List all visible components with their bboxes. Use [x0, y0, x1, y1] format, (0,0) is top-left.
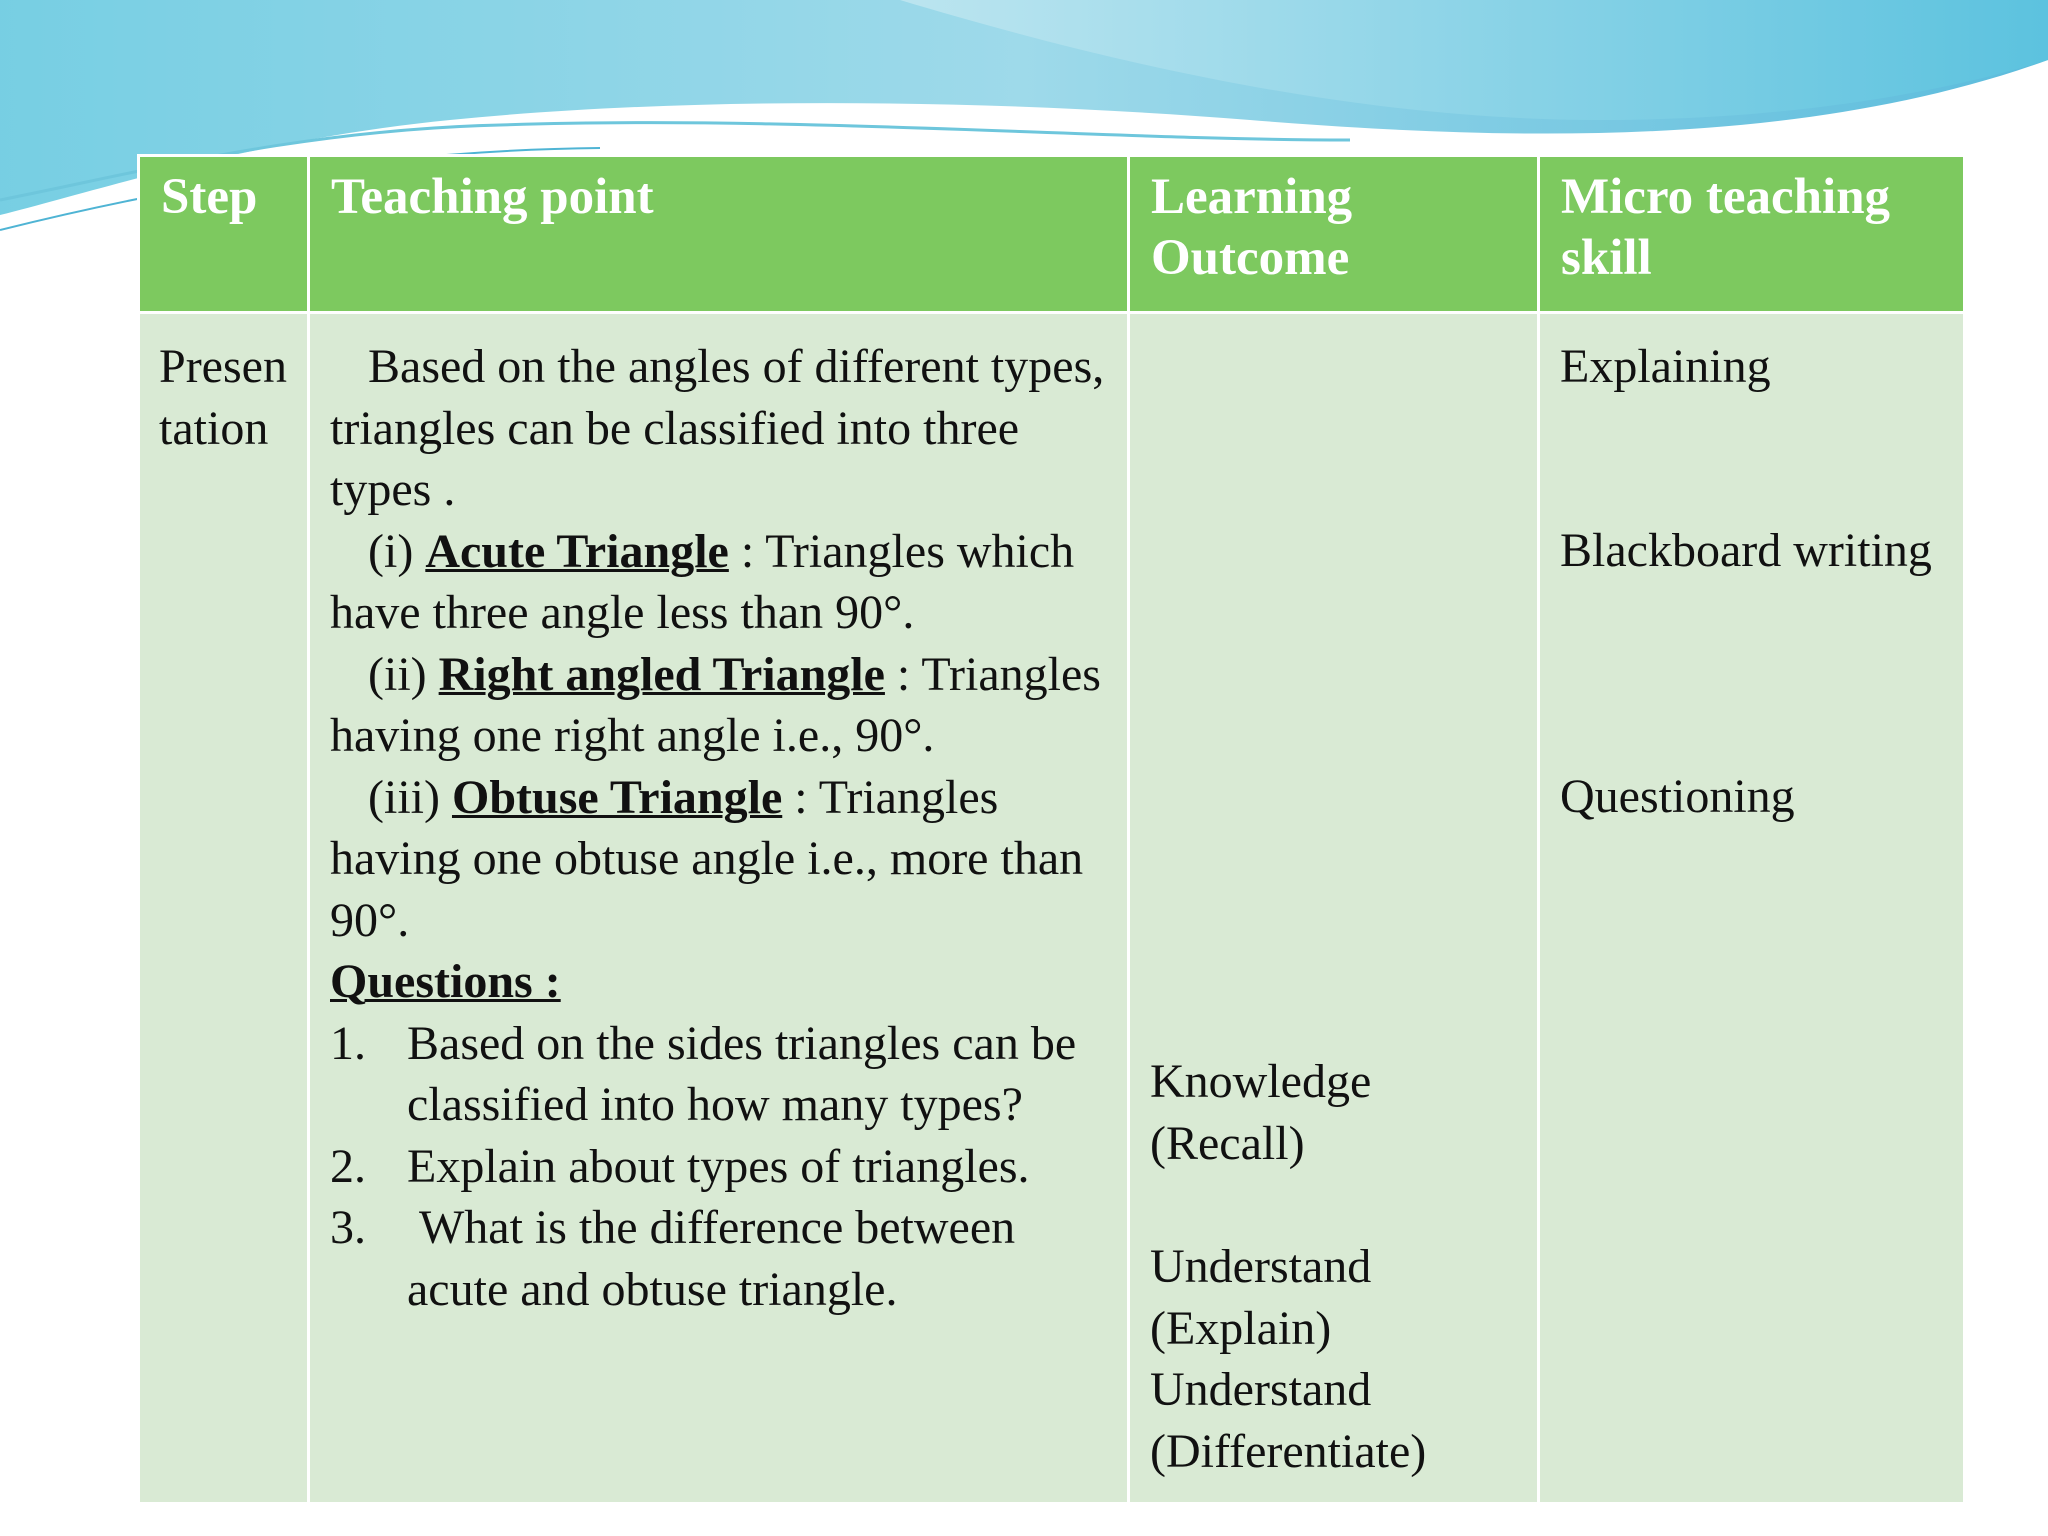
outcome-verb: (Differentiate)	[1150, 1424, 1427, 1478]
header-step: Step	[139, 156, 309, 313]
header-teaching-point: Teaching point	[309, 156, 1129, 313]
learning-outcome-item	[1150, 1236, 1371, 1359]
learning-outcome-cell	[1129, 313, 1539, 1504]
intro-text: Based on the angles of different types, triangles can be classified into three types .	[330, 340, 1105, 516]
outcome-verb: (Explain)	[1150, 1301, 1332, 1355]
question-number: 2.	[330, 1139, 366, 1193]
question-item	[330, 1197, 1117, 1320]
micro-teaching-skill-cell	[1539, 313, 1965, 1504]
step-cell	[139, 313, 309, 1504]
type-name: Obtuse Triangle	[451, 770, 783, 824]
type-number: (ii)	[368, 647, 427, 701]
micro-skill-item: Questioning	[1560, 770, 1795, 823]
outcome-verb: (Recall)	[1150, 1116, 1305, 1170]
type-number: (iii)	[368, 770, 440, 824]
type-description: Triangles having one right angle i.e., 90°.	[330, 647, 1101, 762]
triangle-type-item	[330, 644, 1117, 767]
header-micro-teaching-skill: Micro teaching skill	[1539, 156, 1965, 313]
type-description: Triangles having one obtuse angle i.e., more than 90°.	[330, 770, 1084, 947]
type-separator: :	[740, 524, 766, 578]
type-name: Acute Triangle	[425, 524, 729, 578]
question-item	[330, 1013, 1117, 1136]
question-text: What is the difference between acute and obtuse triangle.	[407, 1201, 1028, 1316]
type-number: (i)	[368, 524, 414, 578]
learning-outcome-item	[1150, 1359, 1426, 1482]
type-description: Triangles which have three angle less than 90°.	[330, 524, 1075, 639]
step-label: Presentation	[159, 340, 287, 455]
triangle-type-item	[330, 767, 1117, 952]
triangle-type-item	[330, 521, 1117, 644]
type-separator: :	[794, 770, 819, 824]
question-item	[330, 1136, 1117, 1198]
outcome-level: Knowledge	[1150, 1055, 1372, 1108]
question-text: Explain about types of triangles.	[407, 1139, 1030, 1193]
questions-list	[330, 1013, 1117, 1321]
micro-skill-item: Blackboard writing	[1560, 524, 1932, 577]
outcome-level: Understand	[1150, 1363, 1372, 1416]
micro-skill-item: Explaining	[1560, 340, 1771, 393]
header-learning-outcome: Learning Outcome	[1129, 156, 1539, 313]
lesson-plan-table	[137, 154, 1966, 1505]
outcome-level: Understand	[1150, 1240, 1372, 1293]
question-number: 3.	[330, 1201, 366, 1254]
type-name: Right angled Triangle	[438, 647, 885, 701]
question-number: 1.	[330, 1016, 366, 1070]
type-separator: :	[896, 647, 922, 701]
question-text: Based on the sides triangles can be classified into how many types?	[407, 1016, 1077, 1131]
questions-heading: Questions :	[330, 955, 561, 1008]
teaching-point-cell	[309, 313, 1129, 1504]
learning-outcome-item	[1150, 1051, 1371, 1174]
